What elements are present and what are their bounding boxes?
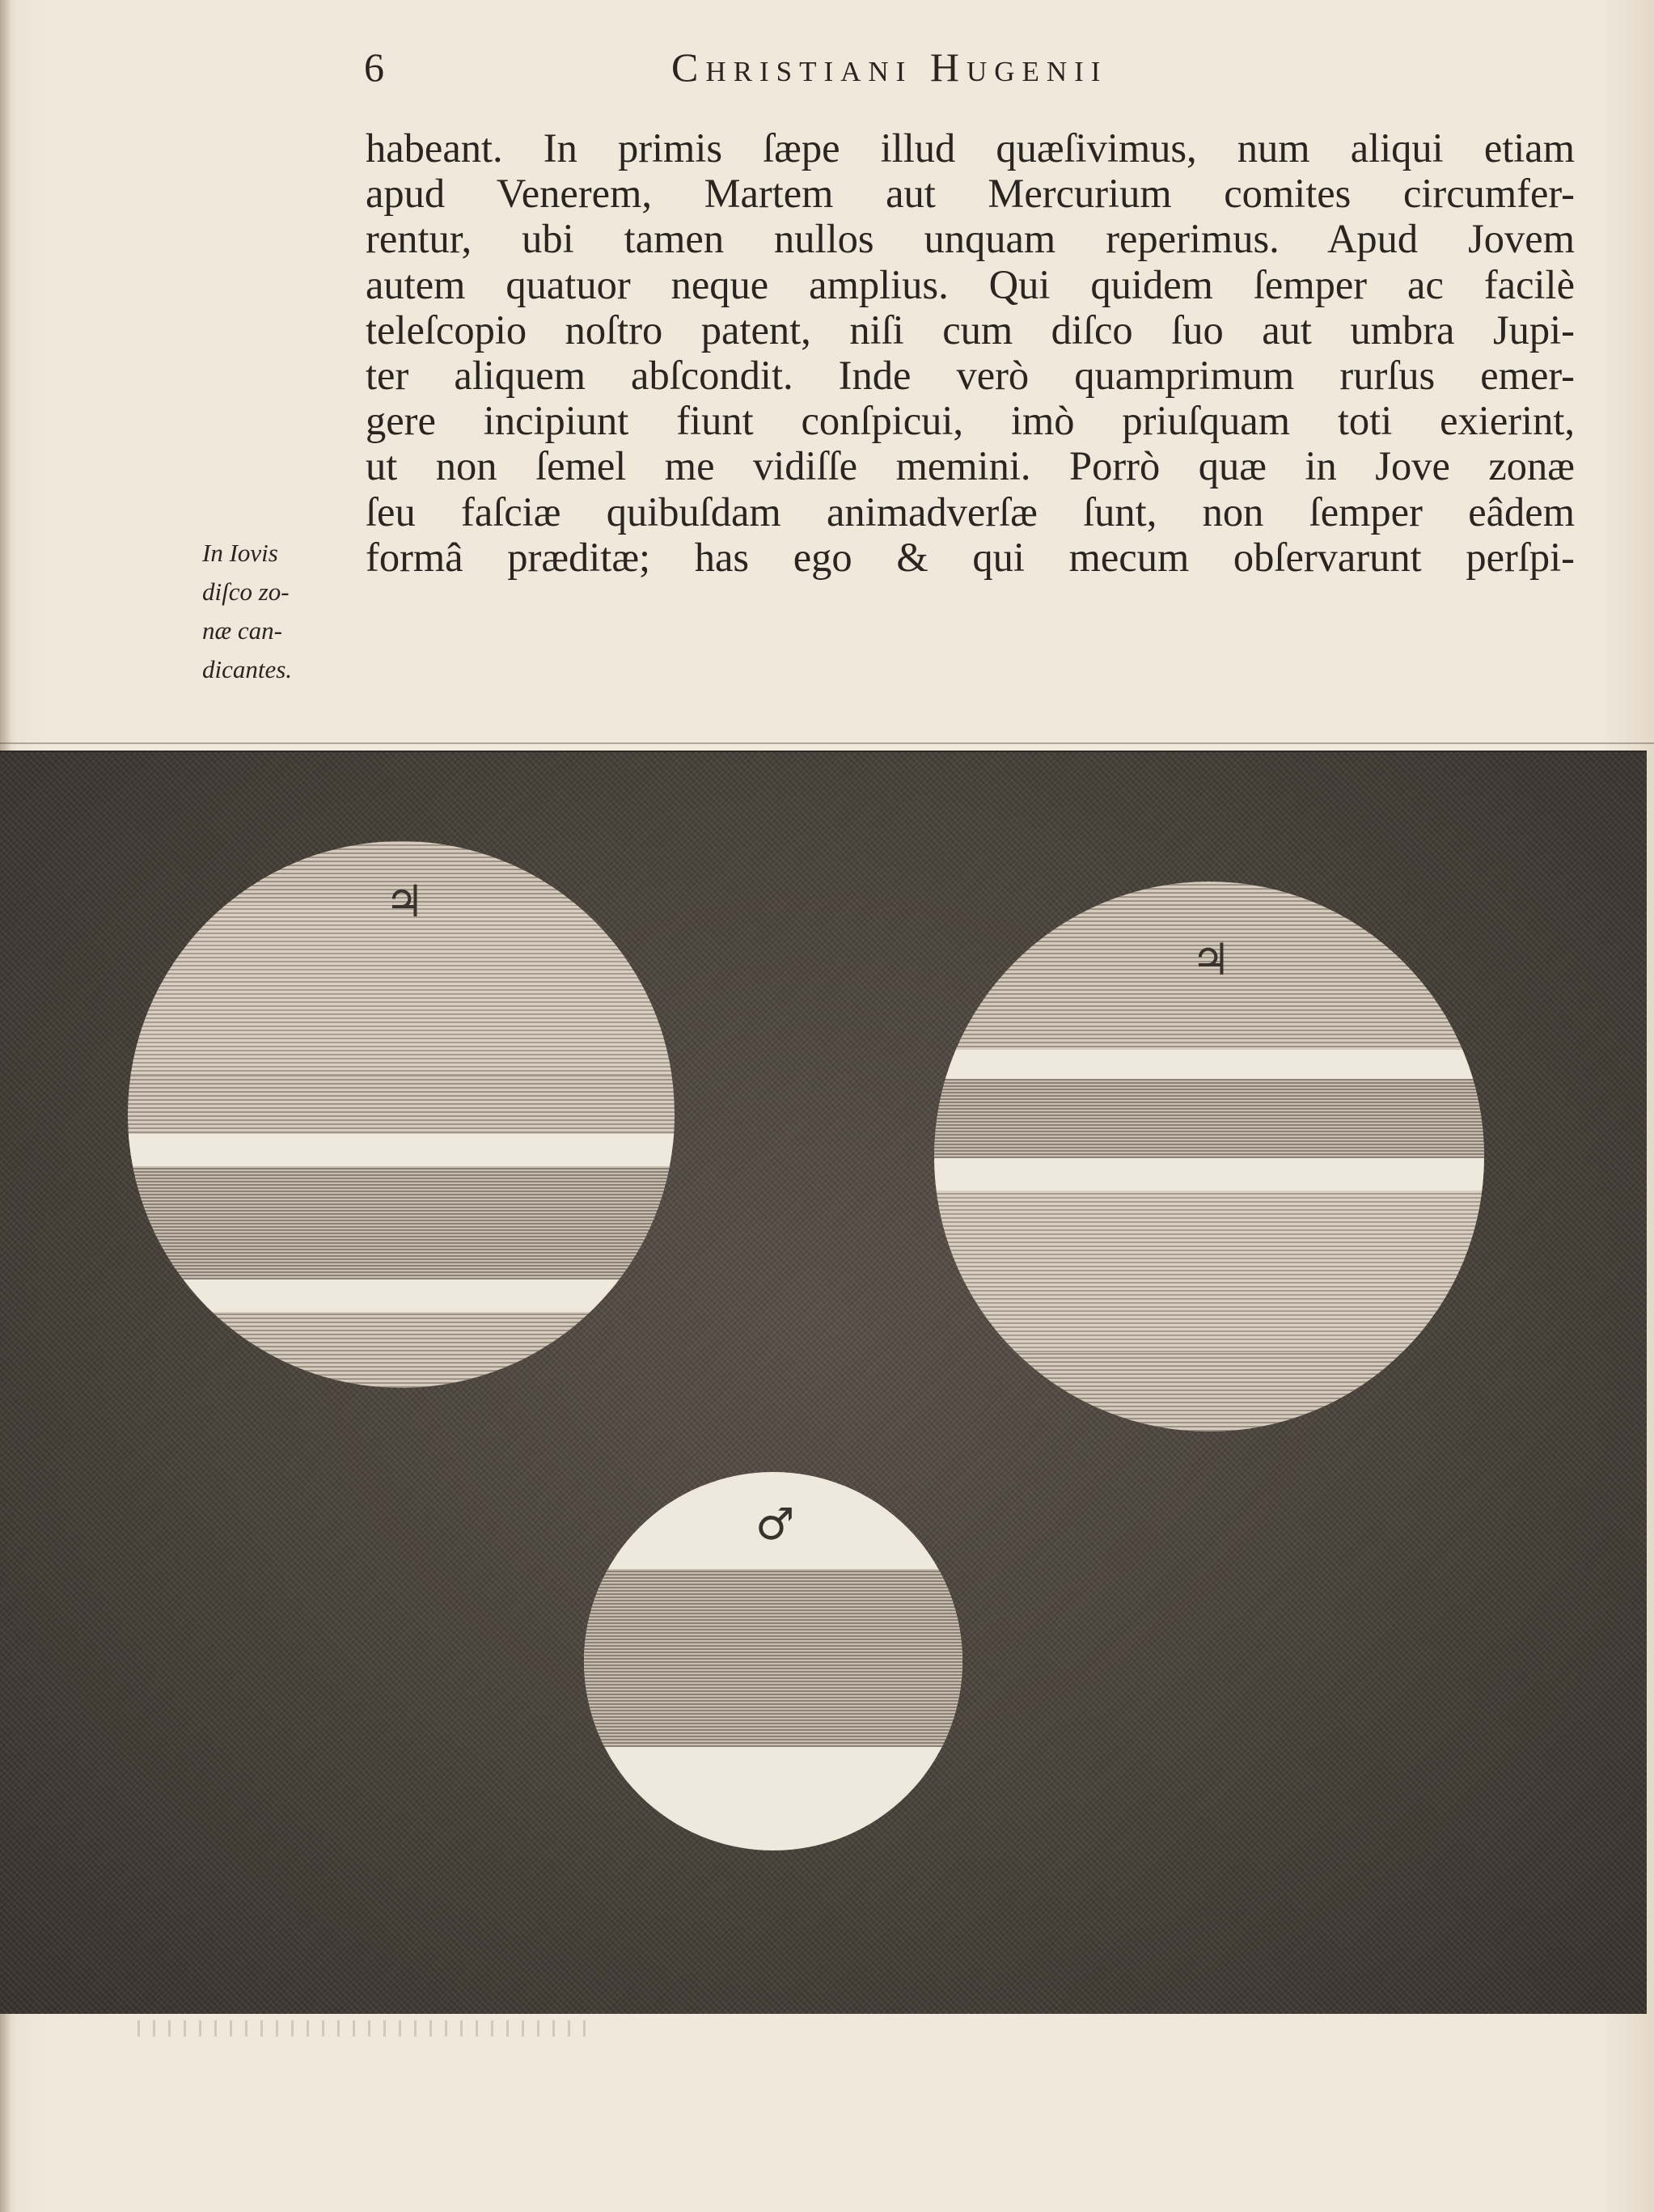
bright-zone [934, 1050, 1484, 1079]
page-specks [137, 2020, 590, 2036]
engraved-plate [0, 751, 1647, 2014]
jupiter-symbol: ♃ [1191, 934, 1231, 985]
jupiter-right-disk [934, 882, 1484, 1432]
text-line: habeant. In primis ſæpe illud quæſivimus, num aliqui etiam [366, 125, 1575, 171]
marginal-line: diſco zo- [202, 577, 290, 606]
bright-zone [128, 1134, 675, 1166]
dark-band [934, 1191, 1484, 1352]
marginal-note [202, 534, 356, 689]
dark-band [934, 1079, 1484, 1158]
dark-band [584, 1569, 962, 1747]
running-head [364, 39, 1254, 95]
page-number: 6 [364, 44, 384, 90]
dark-band [128, 1166, 675, 1279]
mars-disk [584, 1472, 962, 1850]
text-line: ut non ſemel me vidiſſe memini. Porrò quæ in Jove zonæ [366, 443, 1575, 489]
text-line: gere incipiunt fiunt conſpicui, imò priuſquam toti exierint, [366, 398, 1575, 444]
jupiter-symbol: ♃ [385, 876, 425, 927]
dark-band [128, 906, 675, 1076]
marginal-line: dicantes. [202, 655, 293, 683]
text-line: rentur, ubi tamen nullos unquam reperimus. Apud Jovem [366, 216, 1575, 262]
running-title: Christiani Hugenii [671, 44, 1108, 90]
text-line: ſeu faſciæ quibuſdam animadverſæ ſunt, non ſemper eâdem [366, 489, 1575, 535]
mars-symbol: ♂ [755, 1499, 795, 1550]
text-line: formâ præditæ; has ego & qui mecum obſervarunt perſpi- [366, 534, 1575, 580]
jupiter-left-disk [128, 841, 675, 1388]
bright-zone [128, 1279, 675, 1312]
plate-rule [0, 742, 1654, 744]
text-line: autem quatuor neque amplius. Qui quidem ſemper ac facilè [366, 261, 1575, 307]
body-text [366, 125, 1575, 580]
text-line: teleſcopio noſtro patent, niſi cum diſco ſuo aut umbra Jupi- [366, 307, 1575, 353]
text-line: ter aliquem abſcondit. Inde verò quamprimum rurſus emer- [366, 353, 1575, 399]
text-line: apud Venerem, Martem aut Mercurium comites circumfer- [366, 171, 1575, 217]
bright-zone [934, 1158, 1484, 1191]
marginal-line: næ can- [202, 616, 283, 645]
marginal-line: In Iovis [202, 539, 278, 567]
